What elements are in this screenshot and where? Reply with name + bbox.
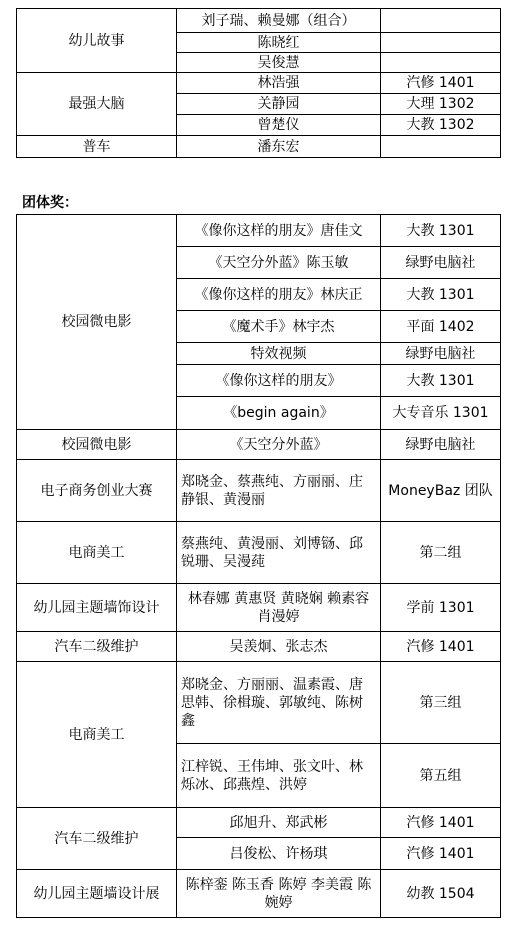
name-cell: 刘子瑞、赖曼娜（组合）	[177, 9, 381, 33]
table-row	[17, 662, 501, 744]
name-cell: 潘东宏	[177, 136, 381, 158]
unit-cell	[381, 9, 501, 33]
name-cell: 郑晓金、方丽丽、温素霞、唐思韩、徐楫璇、郭敏纯、陈树鑫	[177, 662, 381, 744]
name-cell: 《像你这样的朋友》唐佳文	[177, 215, 381, 247]
table-row	[17, 808, 501, 838]
table-row	[17, 430, 501, 460]
category-cell: 幼儿故事	[17, 9, 177, 73]
name-cell: 《begin again》	[177, 397, 381, 430]
name-cell: 《魔术手》林宇杰	[177, 311, 381, 343]
category-cell: 电商美工	[17, 662, 177, 808]
unit-cell: 第二组	[381, 522, 501, 584]
category-cell: 最强大脑	[17, 73, 177, 136]
unit-cell	[381, 136, 501, 158]
name-cell: 郑晓金、蔡燕纯、方丽丽、庄静银、黄漫丽	[177, 460, 381, 522]
unit-cell: 大专音乐 1301	[381, 397, 501, 430]
table-row	[17, 460, 501, 522]
unit-cell: 汽修 1401	[381, 808, 501, 838]
name-cell: 《天空分外蓝》陈玉敏	[177, 247, 381, 279]
table-row	[17, 136, 501, 158]
table-row	[17, 522, 501, 584]
unit-cell: 大教 1301	[381, 215, 501, 247]
name-cell: 曾楚仪	[177, 115, 381, 136]
table-row	[17, 632, 501, 662]
unit-cell: 第五组	[381, 744, 501, 808]
unit-cell: 第三组	[381, 662, 501, 744]
unit-cell: 绿野电脑社	[381, 343, 501, 365]
category-cell: 电商美工	[17, 522, 177, 584]
unit-cell: 绿野电脑社	[381, 430, 501, 460]
unit-cell: 平面 1402	[381, 311, 501, 343]
name-cell: 《像你这样的朋友》林庆正	[177, 279, 381, 311]
category-cell: 幼儿园主题墙设计展	[17, 870, 177, 918]
name-cell: 《天空分外蓝》	[177, 430, 381, 460]
unit-cell: 大理 1302	[381, 94, 501, 115]
table-row	[17, 215, 501, 247]
name-cell: 陈梓銮 陈玉香 陈婷 李美霞 陈婉婷	[177, 870, 381, 918]
unit-cell: 大教 1301	[381, 279, 501, 311]
unit-cell	[381, 53, 501, 73]
unit-cell: 学前 1301	[381, 584, 501, 632]
name-cell: 吕俊松、许杨琪	[177, 838, 381, 870]
table-row	[17, 73, 501, 94]
name-cell: 江梓锐、王伟坤、张文叶、林烁冰、邱燕煌、洪婷	[177, 744, 381, 808]
category-cell: 普车	[17, 136, 177, 158]
unit-cell: 大教 1302	[381, 115, 501, 136]
unit-cell: 幼教 1504	[381, 870, 501, 918]
group-awards-table	[16, 214, 501, 918]
name-cell: 林浩强	[177, 73, 381, 94]
group-awards-heading: 团体奖：	[22, 195, 78, 211]
table-row	[17, 9, 501, 33]
category-cell: 校园微电影	[17, 430, 177, 460]
name-cell: 特效视频	[177, 343, 381, 365]
unit-cell	[381, 33, 501, 53]
unit-cell: 汽修 1401	[381, 73, 501, 94]
category-cell: 电子商务创业大赛	[17, 460, 177, 522]
name-cell: 《像你这样的朋友》	[177, 365, 381, 397]
unit-cell: 绿野电脑社	[381, 247, 501, 279]
category-cell: 幼儿园主题墙饰设计	[17, 584, 177, 632]
name-cell: 林春娜 黄惠贤 黄晓娴 赖素容 肖漫婷	[177, 584, 381, 632]
category-cell: 汽车二级维护	[17, 632, 177, 662]
unit-cell: MoneyBaz 团队	[381, 460, 501, 522]
category-cell: 汽车二级维护	[17, 808, 177, 870]
table-row	[17, 870, 501, 918]
category-cell: 校园微电影	[17, 215, 177, 430]
individual-awards-table	[16, 8, 501, 158]
table-row	[17, 584, 501, 632]
unit-cell: 汽修 1401	[381, 632, 501, 662]
name-cell: 吴羡炯、张志杰	[177, 632, 381, 662]
name-cell: 蔡燕纯、黄漫丽、刘博铴、邱锐珊、吴漫莼	[177, 522, 381, 584]
name-cell: 吴俊慧	[177, 53, 381, 73]
name-cell: 关静园	[177, 94, 381, 115]
unit-cell: 大教 1301	[381, 365, 501, 397]
name-cell: 邱旭升、郑武彬	[177, 808, 381, 838]
name-cell: 陈晓红	[177, 33, 381, 53]
unit-cell: 汽修 1401	[381, 838, 501, 870]
